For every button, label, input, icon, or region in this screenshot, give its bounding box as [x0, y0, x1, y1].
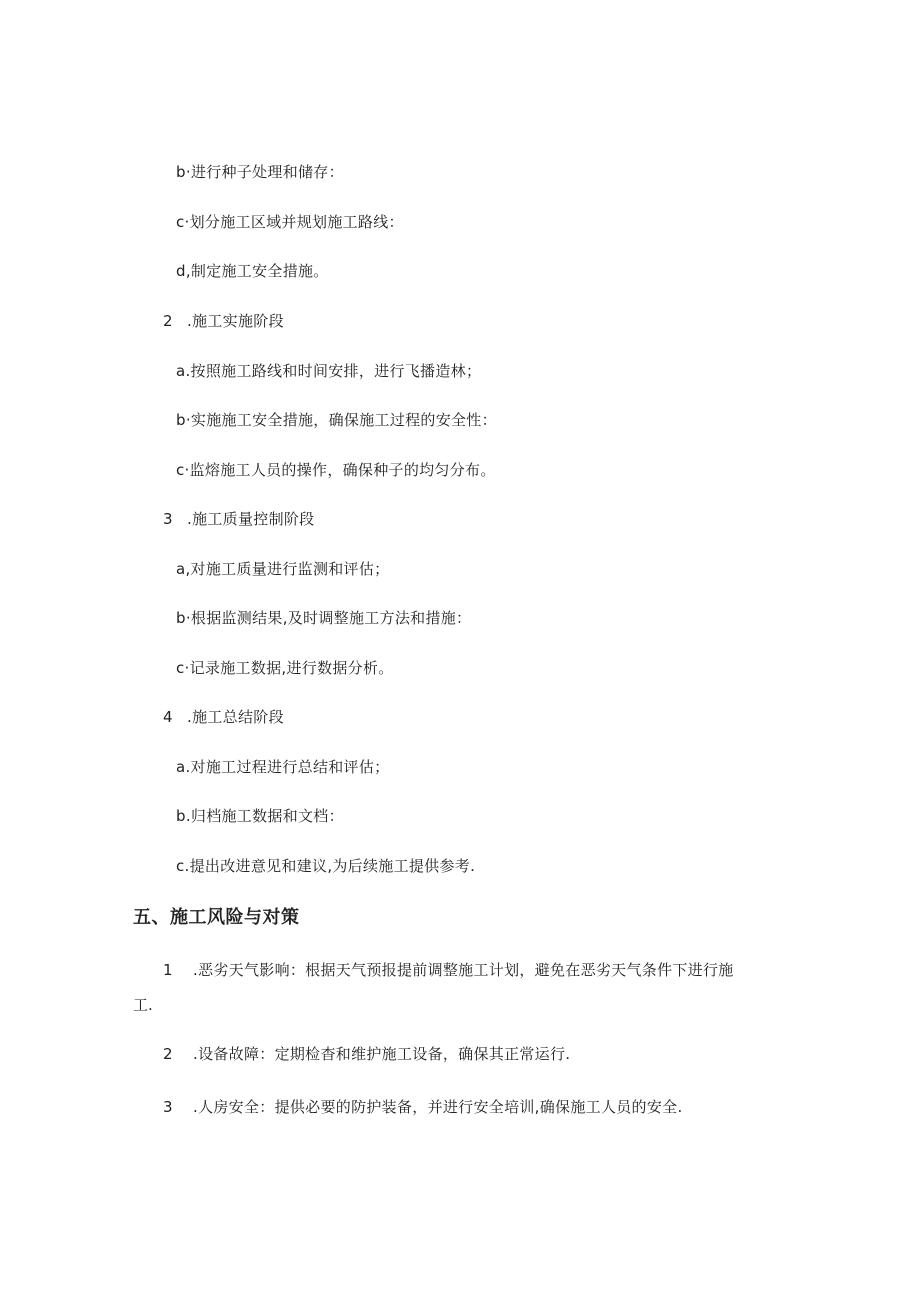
- phase-3-item-a: a,对施工质量进行监测和评估；: [176, 560, 390, 578]
- phase-4-title: [163, 707, 284, 727]
- phase-4-item-c: c.提出改进意见和建议,为后续施工提供参考.: [176, 857, 476, 875]
- phase-title-text: .施工总结阶段: [187, 708, 284, 726]
- phase-number: 3: [163, 510, 173, 528]
- prep-item-d: d,制定施工安全措施。: [176, 262, 329, 280]
- prep-item-c: c·划分施工区域并规划施工路线：: [176, 213, 404, 231]
- phase-title-text: .施工质量控制阶段: [187, 510, 315, 528]
- phase-2-item-a: a.按照施工路线和时间安排，进行飞播造林；: [176, 362, 482, 380]
- risk-number: 1: [163, 961, 173, 979]
- phase-2-item-c: c·监熔施工人员的操作，确保种子的均匀分布。: [176, 461, 496, 479]
- phase-4-item-a: a.对施工过程进行总结和评估；: [176, 758, 390, 776]
- phase-4-item-b: b.归档施工数据和文档：: [176, 807, 344, 825]
- risk-text: .设备故障：定期检杳和维护施工设备，确保其正常运行.: [193, 1045, 571, 1063]
- phase-number: 4: [163, 708, 173, 726]
- risk-item-1: [163, 960, 734, 980]
- risk-number: 2: [163, 1045, 173, 1063]
- section-heading: 五、施工风险与对策: [133, 907, 300, 928]
- risk-item-3: [163, 1097, 683, 1117]
- phase-3-item-c: c·记录施工数据,进行数据分析。: [176, 659, 394, 677]
- phase-3-item-b: b·根据监测结果,及时调整施工方法和措施：: [176, 609, 472, 627]
- risk-item-1-continuation: 工.: [133, 996, 153, 1014]
- risk-item-2: [163, 1044, 570, 1064]
- risk-text: .恶劣天气影响：根据天气预报提前调整施工计划，避免在恶劣天气条件下进行施: [193, 961, 734, 979]
- risk-text: .人房安全：提供必要的防护装备，并进行安全培训,确保施工人员的安全.: [193, 1098, 683, 1116]
- phase-title-text: .施工实施阶段: [187, 312, 284, 330]
- phase-2-title: [163, 311, 284, 331]
- phase-number: 2: [163, 312, 173, 330]
- risk-number: 3: [163, 1098, 173, 1116]
- phase-2-item-b: b·实施施工安全措施，确保施工过程的安全性：: [176, 411, 497, 429]
- phase-3-title: [163, 509, 314, 529]
- prep-item-b: b·进行种子处理和储存：: [176, 163, 344, 181]
